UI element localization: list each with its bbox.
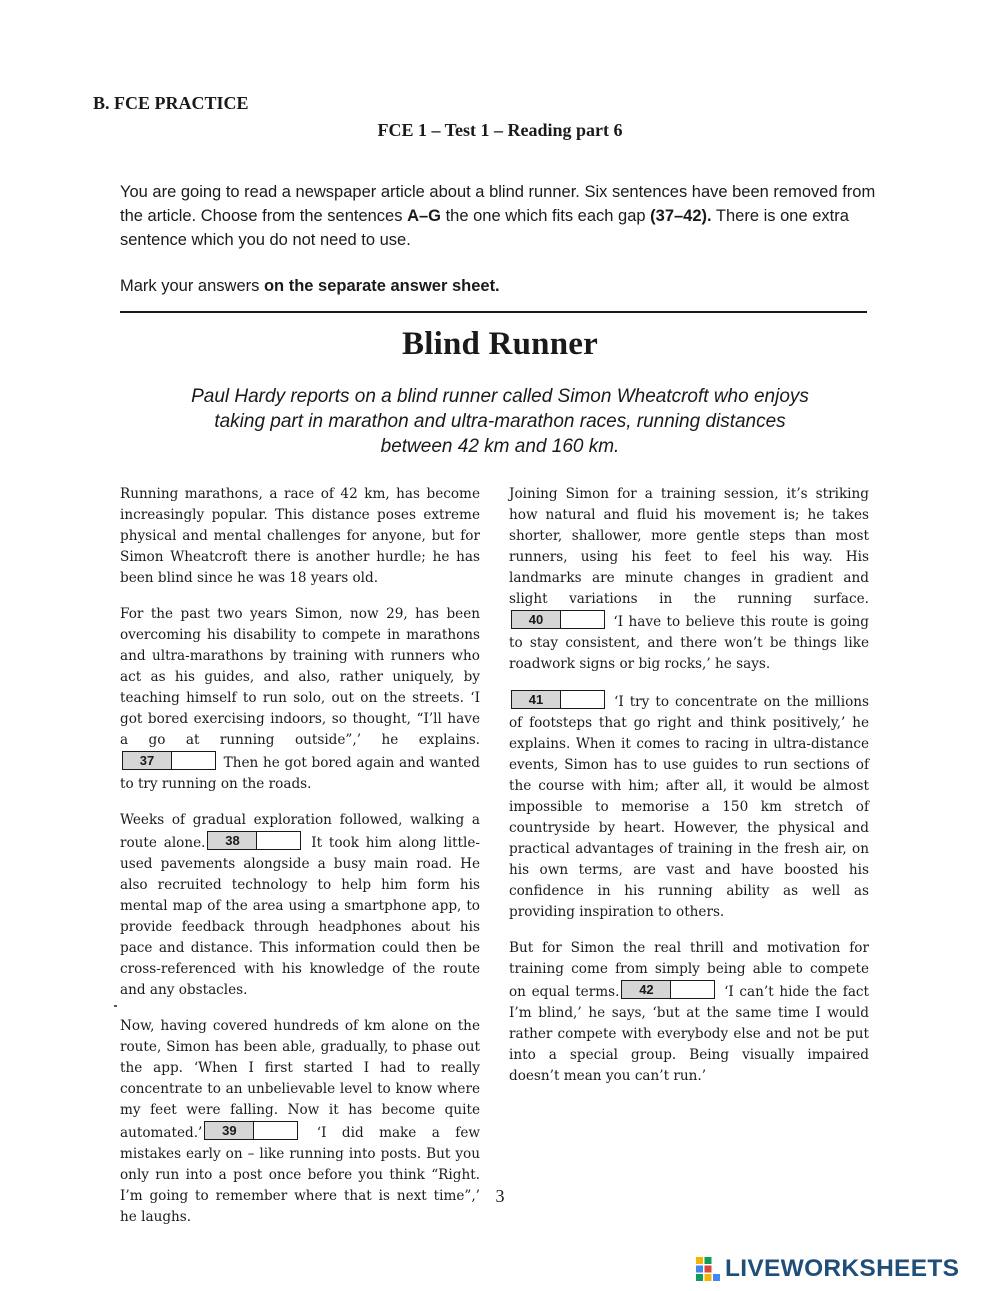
paragraph-5: Joining Simon for a training session, it’s striking how natural and fluid his movement is; he takes shorter, shallower, more gentle steps than most runners, using his feet to feel his way. His landmarks are minute changes in gradient and slight variations in the running surface. 40 ‘I have to believe this route is going to stay consistent, and there won’t be things like roadwork signs or big rocks,’ he says. — [509, 486, 869, 672]
liveworksheets-brand — [695, 1254, 959, 1284]
brand-name: LIVEWORKSHEETS — [725, 1255, 960, 1282]
gap-number: 40 — [512, 611, 561, 628]
article-standfirst: Paul Hardy reports on a blind runner called Simon Wheatcroft who enjoys taking part in marathon and ultra-marathon races, running distances between 42 km and 160 km. — [191, 386, 809, 457]
paragraph-4: Now, having covered hundreds of km alone on the route, Simon has been able, gradually, to phase out the app. ‘When I first started I had to really concentrate to an unbelievable level to know where my feet were falling. Now it has become quite automated.’ 39 ‘I did make a few mistakes early on – like running into posts. But you only run into a post once before you think “Right. I’m going to remember where that is next time”,’ he laughs. — [120, 1018, 480, 1225]
page-number: 3 — [495, 1186, 505, 1206]
gap-42 — [621, 980, 715, 999]
gap-39 — [204, 1121, 298, 1140]
test-title: FCE 1 – Test 1 – Reading part 6 — [377, 120, 623, 140]
article-column-left — [120, 484, 480, 1243]
answer-input-38[interactable] — [257, 832, 300, 849]
instructions-intro: You are going to read a newspaper article about a blind runner. Six sentences have been removed from the article. Choose from the sentences A–G the one which fits each gap (37–42). There is one extra sentence which you do not need to use. — [120, 183, 876, 249]
instructions-answer-sheet: Mark your answers on the separate answer sheet. — [120, 277, 500, 295]
gap-number: 42 — [622, 981, 671, 998]
paragraph-2: For the past two years Simon, now 29, has been overcoming his disability to compete in marathons and ultra-marathons by training with runners who act as his guides, and also, rather uniquely, by teaching himself to run solo, out on the streets. ‘I got bored exercising indoors, so thought, “I’ll have a go at running outside”,’ he explains. 37 Then he got bored again and wanted to try running on the roads. — [120, 606, 480, 792]
gap-40 — [511, 610, 605, 629]
gap-number: 37 — [123, 752, 172, 769]
article-column-right — [509, 484, 869, 1102]
paragraph-3: Weeks of gradual exploration followed, walking a route alone. 38 It took him along little-used pavements alongside a busy main road. He also recruited technology to help him form his mental map of the area using a smartphone app, to provide feedback through headphones about his pace and distance. This information could then be cross-referenced with his knowledge of the route and any obstacles. — [120, 812, 480, 998]
article-title: Blind Runner — [402, 326, 598, 362]
answer-input-37[interactable] — [172, 752, 215, 769]
answer-input-40[interactable] — [561, 611, 604, 628]
gap-41 — [511, 690, 605, 709]
answer-input-41[interactable] — [561, 691, 604, 708]
gap-number: 38 — [208, 832, 257, 849]
section-heading: B. FCE PRACTICE — [93, 93, 249, 113]
gap-number: 39 — [205, 1122, 254, 1139]
paragraph-1: Running marathons, a race of 42 km, has become increasingly popular. This distance poses extreme physical and mental challenges for anyone, but for Simon Wheatcroft there is another hurdle; he has been blind since he was 18 years old. — [120, 486, 480, 586]
gap-38 — [207, 831, 301, 850]
liveworksheets-logo-icon — [695, 1256, 721, 1282]
paragraph-6: 41 ‘I try to concentrate on the millions of footsteps that go right and think positively,’ he explains. When it comes to racing in ultra-distance events, Simon has to use guides to run sections of the course with him; after all, it would be almost impossible to memorise a 150 km stretch of countryside by heart. However, the physical and practical advantages of training in the fresh air, on his own terms, are vast and have boosted his confidence in his running ability as well as providing inspiration to others. — [509, 692, 869, 920]
answer-input-42[interactable] — [671, 981, 714, 998]
paragraph-7: But for Simon the real thrill and motivation for training come from simply being able to compete on equal terms. 42 ‘I can’t hide the fact I’m blind,’ he says, ‘but at the same time I would rather compete with everybody else and not be put into a special group. Being visually impaired doesn’t mean you can’t run.’ — [509, 940, 869, 1084]
gap-37 — [122, 751, 216, 770]
divider-rule — [120, 311, 867, 313]
gap-number: 41 — [512, 691, 561, 708]
answer-input-39[interactable] — [254, 1122, 297, 1139]
scan-speck — [114, 1005, 117, 1007]
instructions — [120, 180, 880, 298]
